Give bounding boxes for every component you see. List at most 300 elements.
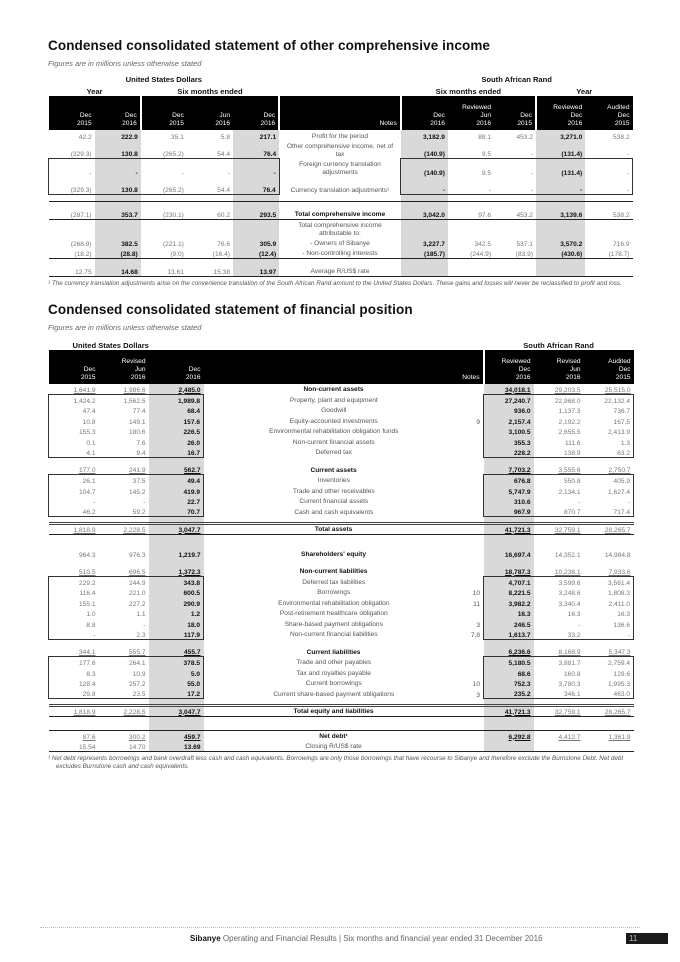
fp-zar-cell: 1,627.4 xyxy=(584,485,634,496)
oci-zar-cell: 88.1 xyxy=(478,133,492,141)
fp-zar-cell: 3,248.6 xyxy=(558,590,581,597)
fp-usd-cell: 344.1 xyxy=(78,649,96,656)
oci-row-label: Total comprehensive income attributable to: xyxy=(298,221,382,237)
fp-zar-cell: 25,515.0 xyxy=(604,386,631,394)
fp-usd-cell: 15.54 xyxy=(49,741,99,752)
fp-zar-cell: 2,157.4 xyxy=(484,415,534,426)
fp-zar-cell: - xyxy=(578,499,581,506)
fp-row xyxy=(49,548,634,559)
fp-zar-cell: 129.6 xyxy=(584,667,634,678)
footer-brand: Sibanye xyxy=(190,934,221,943)
fp-row xyxy=(49,587,634,598)
fp-zar-cell: 676.8 xyxy=(484,475,534,486)
fp-row xyxy=(49,706,634,717)
fp-row-label: Post-retirement healthcare obligation xyxy=(279,610,388,617)
fp-usd-cell: 3,047.7 xyxy=(149,524,204,535)
oci-usd-cell: - xyxy=(95,159,141,177)
fp-row-note xyxy=(464,464,484,475)
fp-zar-cell: 41,721.3 xyxy=(484,706,534,717)
fp-zar-cell: 27,240.7 xyxy=(484,394,534,405)
fp-zar-cell: 870.7 xyxy=(534,506,584,517)
oci-usd-cell: 42.2 xyxy=(78,133,92,141)
fp-row xyxy=(49,405,634,416)
oci-zar-cell xyxy=(536,220,585,238)
fp-row-label: Share-based payment obligations xyxy=(284,620,383,628)
oci-zar-cell: - xyxy=(530,151,533,158)
oci-zar-cell: 3,042.0 xyxy=(401,202,448,220)
fp-row xyxy=(49,667,634,678)
oci-footnote: ¹ The currency translation adjustments arise on the convenience translation of the South African Rand amount to the United States Dollars. These gains and losses will never be reclassified to profit and loss. xyxy=(48,279,622,287)
fp-row-note: 10 xyxy=(472,590,481,597)
fp-zar-cell: 6,292.8 xyxy=(484,730,534,741)
fp-usd-cell: 7.6 xyxy=(136,439,146,447)
oci-usd-cell: 217.1 xyxy=(233,130,279,141)
fp-row xyxy=(49,629,634,640)
fp-usd-cell: 241.9 xyxy=(128,467,146,474)
fp-row-label: Equity-accounted investments xyxy=(289,417,378,425)
fp-row xyxy=(49,741,634,752)
oci-row xyxy=(49,220,633,238)
fp-zar-cell: 138.9 xyxy=(534,447,584,458)
fp-row-note: 9 xyxy=(476,418,481,426)
oci-usd-cell xyxy=(141,220,187,238)
oci-col-header: Dec 2015 xyxy=(49,96,95,130)
fp-zar-cell: 2,192.2 xyxy=(558,418,581,426)
fp-row xyxy=(49,618,634,629)
oci-usd-cell: 35.1 xyxy=(171,133,184,141)
fp-usd-cell: 128.4 xyxy=(49,678,99,689)
fp-usd-cell: 8.3 xyxy=(49,667,99,678)
oci-zar-cell: 342.5 xyxy=(474,241,492,248)
fp-usd-cell: 555.7 xyxy=(128,649,146,656)
oci-zar-cell: 537.1 xyxy=(516,241,533,248)
oci-row-label: Other comprehensive income, net of tax xyxy=(286,142,394,158)
fp-usd-cell: 696.5 xyxy=(128,568,146,576)
fp-row xyxy=(49,576,634,587)
oci-usd-cell: 130.8 xyxy=(95,177,141,195)
fp-row-label: Deferred tax liabilities xyxy=(302,578,366,586)
fp-row-label: Non-current financial liabilities xyxy=(289,631,378,638)
fp-zar-cell: 2,134.1 xyxy=(558,488,581,496)
fp-row-label: Total equity and liabilities xyxy=(204,706,464,717)
fp-usd-cell: 104.7 xyxy=(49,485,99,496)
oci-title: Condensed consolidated statement of other comprehensive income xyxy=(48,38,491,53)
fp-zar-cell: 2,655.5 xyxy=(558,429,581,436)
oci-usd-cell: 305.9 xyxy=(233,238,279,249)
oci-zar-cell xyxy=(536,266,585,277)
oci-zar-cell: - xyxy=(494,159,536,177)
fp-zar-cell: 6,236.6 xyxy=(484,646,534,657)
fp-zar-cell: 3,561.4 xyxy=(584,576,634,587)
oci-usd-cell: - xyxy=(233,159,279,177)
oci-usd-cell: 76.4 xyxy=(233,141,279,159)
oci-col-header: Dec 2016 xyxy=(401,96,448,130)
fp-footnote: ¹ Net debt represents borrowings and bank overdraft less cash and cash equivalents. Borrowings are only those borrowings that have recourse to Sibanye and therefore exclude the Burnstone Debt. Net debt excludes Burnstone cash and cash equivalents. xyxy=(48,754,624,770)
fp-zar-cell: 63.2 xyxy=(584,447,634,458)
fp-zar-cell: 160.8 xyxy=(564,670,581,678)
fp-zar-cell: 752.3 xyxy=(484,678,534,689)
fp-zar-cell: 1,808.3 xyxy=(584,587,634,598)
fp-zar-cell: 5,347.3 xyxy=(608,649,631,656)
fp-usd-cell: 177.6 xyxy=(49,657,99,668)
fp-row-label: Property, plant and equipment xyxy=(289,396,378,404)
fp-usd-cell: 227.2 xyxy=(128,600,146,608)
fp-zar-cell: 32,759.1 xyxy=(534,706,584,717)
fp-usd-cell: 145.2 xyxy=(128,488,146,496)
fp-row-label: Deferred tax xyxy=(315,449,352,456)
fp-usd-cell: 244.9 xyxy=(99,576,149,587)
fp-col-header: Revised Jun 2016 xyxy=(99,350,149,384)
fp-zar-cell: 235.2 xyxy=(484,688,534,699)
oci-row xyxy=(49,202,633,220)
fp-row xyxy=(49,436,634,447)
fp-row-label: Current liabilities xyxy=(306,648,361,656)
oci-table xyxy=(48,72,633,277)
fp-zar-cell: 32,759.1 xyxy=(534,524,584,535)
oci-zar-cell: - xyxy=(494,177,536,195)
fp-usd-cell: 229.2 xyxy=(49,576,99,587)
oci-zar-cell: (131.4) xyxy=(536,159,585,177)
fp-column-headers xyxy=(49,350,634,384)
oci-row xyxy=(49,159,633,177)
oci-usd-cell: 353.7 xyxy=(95,202,141,220)
oci-col-header: Dec 2015 xyxy=(141,96,187,130)
oci-zar-cell: - xyxy=(585,159,632,177)
fp-usd-cell: 155.3 xyxy=(49,426,99,437)
fp-zar-cell: 936.0 xyxy=(484,405,534,416)
fp-usd-cell: 13.69 xyxy=(149,741,204,752)
fp-zar-cell: 2,413.9 xyxy=(584,426,634,437)
fp-zar-cell: - xyxy=(578,621,581,629)
footer-divider xyxy=(40,927,640,928)
fp-usd-cell: 510.5 xyxy=(78,568,96,576)
fp-row xyxy=(49,475,634,486)
oci-zar-cell: 3,271.0 xyxy=(536,130,585,141)
oci-col-header: Reviewed Dec 2016 xyxy=(536,96,585,130)
fp-usd-cell: - xyxy=(143,621,146,629)
fp-row-note xyxy=(464,608,484,619)
fp-usd-cell: - xyxy=(143,499,146,506)
fp-row xyxy=(49,384,634,395)
footer-text: Sibanye Operating and Financial Results | Six months and financial year ended 31 December 2016 xyxy=(190,934,543,943)
fp-usd-cell: 116.4 xyxy=(49,587,99,598)
fp-usd-cell: 1,372.3 xyxy=(149,566,204,577)
fp-row xyxy=(49,657,634,668)
fp-usd-cell: 29.8 xyxy=(49,688,99,699)
fp-usd-cell: 419.9 xyxy=(149,485,204,496)
fp-zar-cell: 1,995.3 xyxy=(584,678,634,689)
fp-zar-cell: 167.5 xyxy=(584,415,634,426)
fp-row xyxy=(49,646,634,657)
fp-row-label: Shareholders' equity xyxy=(301,550,367,558)
oci-usd-cell: (221.1) xyxy=(162,241,184,248)
fp-usd-cell: 68.4 xyxy=(149,405,204,416)
oci-zar-cell: 716.9 xyxy=(612,241,630,248)
fp-zar-cell: 3,340.4 xyxy=(558,600,581,608)
fp-zar-cell: 10,238.1 xyxy=(554,568,581,576)
fp-usd-cell: 1,641.9 xyxy=(73,386,96,394)
oci-zar-cell: 3,139.6 xyxy=(536,202,585,220)
fp-zar-cell: 736.7 xyxy=(584,405,634,416)
fp-row xyxy=(49,730,634,741)
fp-col-header: Dec 2016 xyxy=(149,350,204,384)
fp-row-note xyxy=(464,394,484,405)
fp-row-label: Environmental rehabilitation obligation funds xyxy=(269,428,399,435)
fp-usd-cell: 77.4 xyxy=(132,408,146,415)
oci-usd-cell: 13.61 xyxy=(141,266,187,277)
oci-usd-cell: 12.75 xyxy=(49,266,95,277)
fp-zar-cell: 2,759.4 xyxy=(584,657,634,668)
fp-zar-cell: 16.3 xyxy=(484,608,534,619)
fp-zar-cell: 1,137.3 xyxy=(558,408,581,415)
oci-row xyxy=(49,177,633,195)
page-number: 11 xyxy=(626,933,668,944)
fp-row-label: Inventories xyxy=(317,477,350,484)
fp-zar-cell: 3,982.2 xyxy=(484,597,534,608)
oci-notes-header: Notes xyxy=(279,96,401,130)
oci-zar-group-six-months: Six months ended xyxy=(435,87,502,96)
fp-usd-cell: 226.5 xyxy=(149,426,204,437)
fp-usd-cell: 8.8 xyxy=(49,618,99,629)
oci-usd-cell: (16.4) xyxy=(187,248,233,259)
fp-usd-cell: 17.2 xyxy=(149,688,204,699)
fp-usd-cell: 47.4 xyxy=(49,405,99,416)
fp-subtitle: Figures are in millions unless otherwise stated xyxy=(48,322,202,332)
fp-zar-cell: 967.9 xyxy=(484,506,534,517)
fp-zar-cell: - xyxy=(584,629,634,640)
fp-row-note xyxy=(464,566,484,577)
fp-usd-cell: 257.2 xyxy=(128,681,146,688)
fp-usd-cell: 1,818.9 xyxy=(49,524,99,535)
fp-row-label: Closing R/US$ rate xyxy=(204,741,464,752)
fp-usd-cell: 14.70 xyxy=(99,741,149,752)
oci-zar-cell: (131.4) xyxy=(536,141,585,159)
fp-usd-cell: 10.9 xyxy=(132,670,146,678)
fp-row-note: 7,8 xyxy=(470,632,481,639)
oci-zar-cell: (244.9) xyxy=(448,248,494,259)
oci-row xyxy=(49,248,633,259)
fp-row-label: Borrowings xyxy=(317,589,351,596)
oci-zar-cell xyxy=(494,220,536,238)
fp-zar-cell: 3,555.6 xyxy=(558,467,581,474)
fp-usd-cell: 343.8 xyxy=(149,576,204,587)
fp-usd-cell: 10.8 xyxy=(49,415,99,426)
oci-usd-cell: 60.2 xyxy=(187,202,233,220)
fp-row-label: Total assets xyxy=(204,524,464,535)
oci-usd-cell: (265.2) xyxy=(141,177,187,195)
fp-zar-cell: 310.6 xyxy=(484,496,534,507)
fp-zar-cell: 1,613.7 xyxy=(484,629,534,640)
fp-row-label: Non-current financial assets xyxy=(292,438,375,446)
fp-row-note xyxy=(464,506,484,517)
fp-row-label: Non-current assets xyxy=(303,386,364,393)
oci-usd-cell: (12.4) xyxy=(233,248,279,259)
oci-col-header: Audited Dec 2015 xyxy=(585,96,632,130)
fp-usd-cell: 149.1 xyxy=(128,418,146,426)
oci-usd-cell: (287.1) xyxy=(49,202,95,220)
oci-zar-cell xyxy=(401,220,448,238)
fp-usd-cell: 300.2 xyxy=(99,730,149,741)
oci-usd-cell: 382.5 xyxy=(95,238,141,249)
fp-zar-cell: 346.1 xyxy=(534,688,584,699)
fp-row-note xyxy=(464,524,484,535)
fp-zar-cell: 228.2 xyxy=(484,447,534,458)
oci-row xyxy=(49,130,633,141)
fp-row-label: Tax and royalties payable xyxy=(296,669,371,677)
fp-zar-cell: 5,747.9 xyxy=(484,485,534,496)
fp-zar-cell: 3,599.6 xyxy=(534,576,584,587)
oci-usd-cell: (18.2) xyxy=(49,248,95,259)
fp-zar-cell: 16.3 xyxy=(567,611,581,618)
oci-usd-cell xyxy=(95,220,141,238)
fp-zar-cell: 111.6 xyxy=(565,439,581,447)
fp-zar-cell: 28,265.7 xyxy=(584,706,634,717)
oci-zar-cell: (140.9) xyxy=(401,141,448,159)
fp-row-label: Current borrowings xyxy=(305,680,362,687)
fp-usd-cell: 46.2 xyxy=(49,506,99,517)
fp-usd-cell: 18.0 xyxy=(149,618,204,629)
oci-usd-cell xyxy=(233,220,279,238)
fp-usd-cell: 2,228.5 xyxy=(99,524,149,535)
fp-usd-cell: 59.2 xyxy=(99,506,149,517)
oci-zar-cell: - xyxy=(536,177,585,195)
fp-zar-cell: 1.3 xyxy=(584,436,634,447)
oci-usd-cell: (28.8) xyxy=(95,248,141,259)
fp-zar-cell: 5,180.5 xyxy=(484,657,534,668)
fp-zar-cell: 7,703.2 xyxy=(484,464,534,475)
oci-usd-cell: 13.97 xyxy=(233,266,279,277)
fp-row-note xyxy=(464,741,484,752)
fp-usd-label: United States Dollars xyxy=(72,340,149,350)
fp-usd-cell: 16.7 xyxy=(149,447,204,458)
oci-row-label: - Owners of Sibanye xyxy=(310,240,370,247)
fp-zar-cell: 34,018.1 xyxy=(484,384,534,395)
fp-row-note xyxy=(464,496,484,507)
fp-usd-cell: 562.7 xyxy=(149,464,204,475)
oci-row-label: Currency translation adjustments¹ xyxy=(290,186,390,194)
oci-usd-group-year: Year xyxy=(86,87,103,96)
fp-row xyxy=(49,485,634,496)
fp-usd-cell: 5.0 xyxy=(149,667,204,678)
oci-row xyxy=(49,238,633,249)
oci-usd-cell: 130.8 xyxy=(95,141,141,159)
fp-row-note xyxy=(464,485,484,496)
fp-row xyxy=(49,394,634,405)
fp-usd-cell: 55.0 xyxy=(149,678,204,689)
oci-usd-cell: (268.9) xyxy=(70,241,92,248)
fp-row-label: Environmental rehabilitation obligation xyxy=(278,599,390,607)
fp-usd-cell: 1.0 xyxy=(49,608,99,619)
fp-row-label: Net debt¹ xyxy=(204,730,464,741)
fp-usd-cell: 1,989.8 xyxy=(149,394,204,405)
fp-zar-cell: 8,221.5 xyxy=(484,587,534,598)
fp-usd-cell: 3,047.7 xyxy=(149,706,204,717)
oci-zar-cell: (140.9) xyxy=(401,159,448,177)
fp-col-header: Reviewed Dec 2016 xyxy=(484,350,534,384)
fp-row xyxy=(49,524,634,535)
fp-zar-cell: 405.9 xyxy=(584,475,634,486)
fp-zar-cell: 22,132.4 xyxy=(584,394,634,405)
fp-usd-cell: 49.4 xyxy=(149,475,204,486)
oci-zar-cell xyxy=(448,220,494,238)
oci-column-headers xyxy=(49,96,633,130)
fp-zar-cell: 16,697.4 xyxy=(484,548,534,559)
oci-usd-cell xyxy=(187,220,233,238)
fp-row xyxy=(49,426,634,437)
fp-zar-cell: 550.8 xyxy=(534,475,584,486)
fp-usd-cell: 157.6 xyxy=(149,415,204,426)
fp-notes-header: Notes xyxy=(204,350,484,384)
fp-zar-cell: 1,361.9 xyxy=(584,730,634,741)
fp-usd-cell: 378.5 xyxy=(149,657,204,668)
oci-row-label: Profit for the period xyxy=(311,132,368,140)
fp-row xyxy=(49,566,634,577)
oci-usd-cell: 293.5 xyxy=(233,202,279,220)
fp-zar-cell: 68.6 xyxy=(484,667,534,678)
fp-usd-cell: 976.3 xyxy=(128,551,146,559)
fp-usd-cell: - xyxy=(49,496,99,507)
fp-row-note: 3 xyxy=(476,691,481,699)
fp-row-note xyxy=(464,657,484,668)
fp-zar-cell: 29,203.5 xyxy=(554,386,581,394)
fp-title: Condensed consolidated statement of financial position xyxy=(48,301,413,317)
fp-zar-cell: 33.2 xyxy=(534,629,584,640)
oci-row xyxy=(49,141,633,159)
fp-row xyxy=(49,678,634,689)
page xyxy=(48,38,633,771)
fp-zar-cell: 41,721.3 xyxy=(484,524,534,535)
oci-zar-cell xyxy=(585,220,632,238)
oci-usd-cell: (265.2) xyxy=(162,151,184,158)
fp-usd-cell: 1,986.6 xyxy=(123,386,146,394)
oci-zar-cell xyxy=(585,266,632,277)
fp-row xyxy=(49,415,634,426)
oci-zar-cell: 97.6 xyxy=(448,202,494,220)
oci-row-label: Average R/US$ rate xyxy=(279,266,401,277)
oci-usd-cell: (329.3) xyxy=(70,151,92,158)
fp-usd-cell: 37.5 xyxy=(99,475,149,486)
fp-usd-cell: 1,219.7 xyxy=(149,548,204,559)
fp-row-note xyxy=(464,730,484,741)
fp-row-label: Current financial assets xyxy=(299,498,369,505)
fp-zar-cell: 22,968.0 xyxy=(534,394,584,405)
oci-usd-cell: 54.4 xyxy=(187,177,233,195)
oci-zar-cell: 3,182.9 xyxy=(401,130,448,141)
fp-usd-cell: 70.7 xyxy=(149,506,204,517)
fp-row xyxy=(49,506,634,517)
fp-row-note xyxy=(464,706,484,717)
oci-col-header: Dec 2016 xyxy=(95,96,141,130)
fp-row xyxy=(49,447,634,458)
fp-usd-cell: 4.1 xyxy=(49,447,99,458)
fp-row-note xyxy=(464,576,484,587)
fp-usd-cell: 22.7 xyxy=(149,496,204,507)
oci-zar-cell: 538.2 xyxy=(612,133,630,141)
oci-zar-group-year: Year xyxy=(576,87,593,96)
oci-zar-cell: 538.2 xyxy=(585,202,632,220)
fp-table xyxy=(48,338,634,752)
fp-row xyxy=(49,608,634,619)
fp-zar-cell: 2,411.0 xyxy=(584,597,634,608)
fp-zar-cell: 7,933.6 xyxy=(608,568,631,576)
fp-usd-cell: 117.9 xyxy=(149,629,204,640)
oci-zar-cell: (185.7) xyxy=(401,248,448,259)
oci-subtitle: Figures are in millions unless otherwise stated xyxy=(48,59,202,68)
oci-row-label: - Non-controlling interests xyxy=(279,248,401,259)
oci-usd-cell: - xyxy=(141,159,187,177)
fp-zar-cell: 14,352.1 xyxy=(554,551,581,559)
fp-usd-cell: 87.6 xyxy=(49,730,99,741)
